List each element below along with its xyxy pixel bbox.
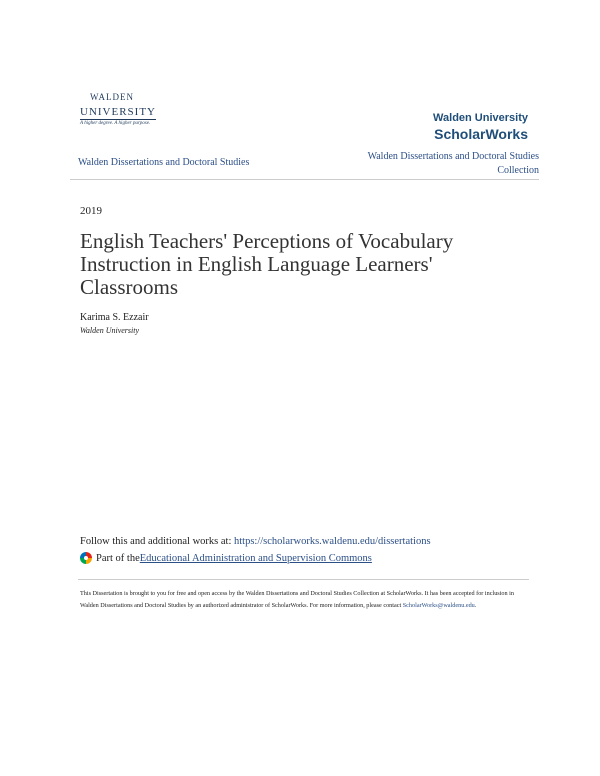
bepress-pinwheel-icon xyxy=(80,552,92,564)
logo-word-walden: WALDEN xyxy=(90,92,134,102)
brand-university-name: Walden University xyxy=(433,112,528,124)
access-notice xyxy=(80,588,525,612)
part-of-label: Part of the xyxy=(96,552,140,564)
scholarworks-brand[interactable] xyxy=(433,112,528,143)
brand-scholarworks-name: ScholarWorks xyxy=(434,126,528,142)
follow-label: Follow this and additional works at: xyxy=(80,536,234,547)
dissertations-url-link[interactable]: https://scholarworks.waldenu.edu/dissertations xyxy=(234,536,431,547)
logo-word-university: UNIVERSITY xyxy=(80,106,156,118)
dissertations-collection-full-link[interactable]: Walden Dissertations and Doctoral Studies Collection xyxy=(367,151,539,176)
collection-header xyxy=(70,149,539,180)
dissertations-collection-link[interactable]: Walden Dissertations and Doctoral Studies xyxy=(78,157,250,168)
author-affiliation: Walden University xyxy=(80,326,140,335)
follow-line xyxy=(80,536,431,547)
notice-end: . xyxy=(474,602,477,609)
contact-email-link[interactable]: ScholarWorks@waldenu.edu xyxy=(402,602,475,609)
document-title: English Teachers' Perceptions of Vocabulary Instruction in English Language Learners' Classrooms xyxy=(80,229,454,299)
publication-year: 2019 xyxy=(80,205,102,217)
commons-link[interactable]: Educational Administration and Supervision Commons xyxy=(139,552,372,564)
author-name: Karima S. Ezzair xyxy=(80,312,149,323)
walden-university-logo xyxy=(80,92,170,126)
part-of-line xyxy=(80,552,372,564)
logo-tagline: A higher degree. A higher purpose. xyxy=(80,121,151,126)
divider xyxy=(78,579,529,580)
notice-text: This Dissertation is brought to you for free and open access by the Walden Dissertations and Doctoral Studies Collection at ScholarWorks. It has been accepted for inclusion in Walden Dissertations and Doctoral Studies by an authorized administrator of ScholarWorks. For more information, please contact xyxy=(80,590,514,609)
